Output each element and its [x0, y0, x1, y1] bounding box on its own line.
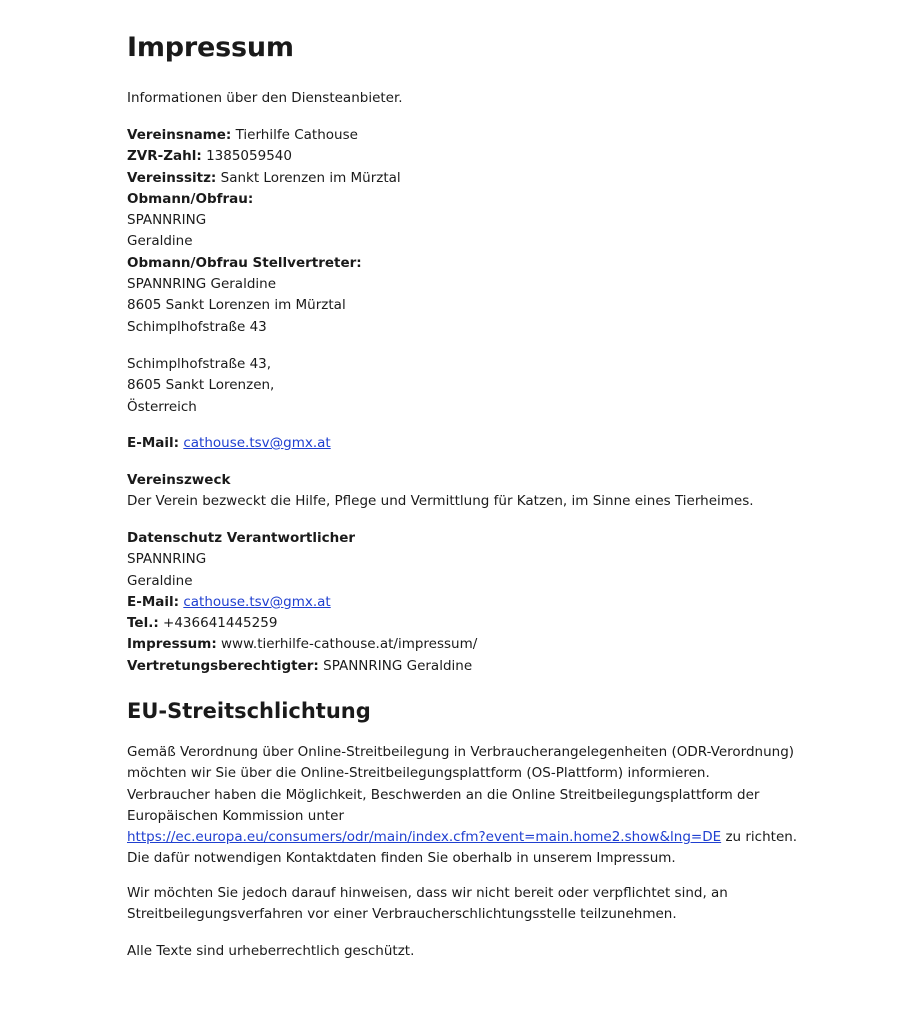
- datenschutz-line: SPANNRING: [127, 551, 207, 568]
- datenschutz-line: Geraldine: [127, 572, 193, 589]
- stellvertreter-line: 8605 Sankt Lorenzen im Mürztal: [127, 297, 346, 314]
- address-line: Österreich: [127, 398, 197, 415]
- obmann-line: Geraldine: [127, 233, 193, 250]
- obmann-line: SPANNRING: [127, 212, 207, 229]
- verein-info: [127, 125, 401, 338]
- email-link[interactable]: cathouse.tsv@gmx.at: [183, 435, 331, 451]
- zvr-row: ZVR-Zahl: 1385059540: [127, 148, 292, 165]
- tel-row: Tel.: +436641445259: [127, 615, 278, 632]
- stellvertreter-label: Obmann/Obfrau Stellvertreter:: [127, 254, 362, 271]
- address-line: Schimplhofstraße 43,: [127, 356, 272, 372]
- copyright-text: Alle Texte sind urheberrechtlich geschützt.: [127, 943, 415, 959]
- datenschutz-email-link[interactable]: cathouse.tsv@gmx.at: [183, 593, 331, 610]
- vereinszweck-text: Der Verein bezweckt die Hilfe, Pflege und Vermittlung für Katzen, im Sinne eines Tierheimes.: [127, 493, 754, 510]
- vereinszweck-section: [127, 470, 754, 513]
- eu-paragraph-2: Wir möchten Sie jedoch darauf hinweisen, dass wir nicht bereit oder verpflichtet sind, an Streitbeilegungsverfahren vor einer Verbraucherschlichtungsstelle teilzunehmen.: [127, 885, 728, 923]
- address-line: 8605 Sankt Lorenzen,: [127, 377, 275, 394]
- vertreter-row: Vertretungsberechtigter: SPANNRING Geraldine: [127, 657, 473, 674]
- page-title: Impressum: [127, 32, 294, 63]
- impressum-row: Impressum: www.tierhilfe-cathouse.at/impressum/: [127, 636, 478, 653]
- stellvertreter-line: Schimplhofstraße 43: [127, 318, 267, 335]
- eu-heading: EU-Streitschlichtung: [127, 699, 371, 723]
- stellvertreter-line: SPANNRING Geraldine: [127, 276, 277, 293]
- email-label: E-Mail:: [127, 435, 180, 451]
- datenschutz-section: [127, 528, 477, 677]
- vereinssitz-row: Vereinssitz: Sankt Lorenzen im Mürztal: [127, 169, 401, 186]
- odr-link[interactable]: https://ec.europa.eu/consumers/odr/main/index.cfm?event=main.home2.show&lng=DE: [127, 829, 722, 846]
- vereinsname-row: Vereinsname: Tierhilfe Cathouse: [127, 127, 358, 143]
- datenschutz-email-row: E-Mail: cathouse.tsv@gmx.at: [127, 593, 331, 610]
- postal-address: [127, 354, 274, 418]
- datenschutz-label: Datenschutz Verantwortlicher: [127, 530, 356, 546]
- intro-text: Informationen über den Diensteanbieter.: [127, 90, 403, 106]
- email-section: [127, 433, 331, 454]
- eu-paragraph-1: Gemäß Verordnung über Online-Streitbeilegung in Verbraucherangelegenheiten (ODR-Verordnung) möchten wir Sie über die Online-Streitbeilegungsplattform (OS-Plattform) informieren. Verbraucher haben die Möglichkeit, Beschwerden an die Online Streitbeilegungsplattform der Europäischen Kommission unter https://ec.europa.eu/consumers/odr/main/index.cfm?event=main.home2.show&lng=DE zu richten. Die dafür notwendigen Kontaktdaten finden Sie oberhalb in unserem Impressum.: [127, 744, 798, 867]
- vereinszweck-label: Vereinszweck: [127, 472, 231, 488]
- obmann-label: Obmann/Obfrau:: [127, 190, 254, 207]
